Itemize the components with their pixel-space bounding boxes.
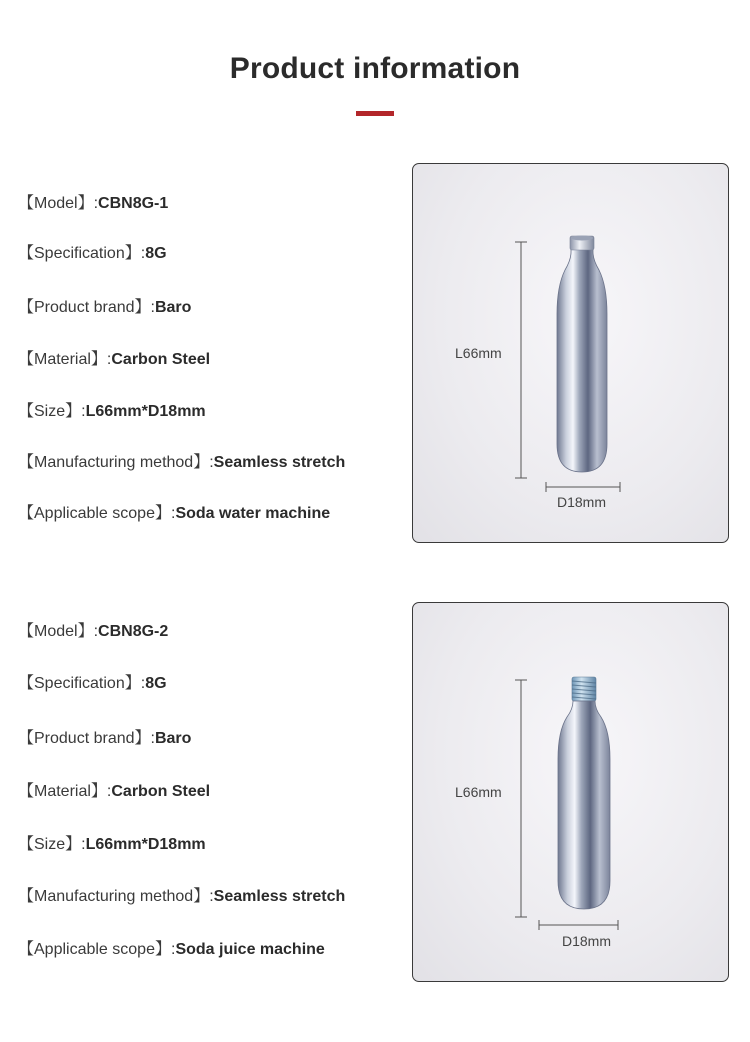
spec-brand [18,298,191,318]
spec-value: Carbon Steel [111,351,211,368]
spec-label: 【Model】 [18,195,94,212]
length-label: L66mm [455,345,502,361]
length-label: L66mm [455,784,502,800]
diameter-label: D18mm [557,494,607,510]
spec-value: 8G [145,675,167,692]
spec-value: L66mm*D18mm [85,403,206,420]
spec-material [18,350,210,370]
spec-value: CBN8G-1 [98,195,169,212]
spec-label: 【Product brand】 [18,299,151,316]
spec-value: Soda juice machine [175,941,325,958]
spec-label: 【Manufacturing method】 [18,888,210,905]
spec-sep: : [209,888,214,905]
spec-label: 【Specification】 [18,675,141,692]
spec-sep: : [106,351,112,368]
spec-sep: : [81,836,86,853]
spec-value: Seamless stretch [213,454,346,471]
spec-sep: : [209,454,214,471]
spec-size [18,402,206,422]
spec-manufacturing-method [18,887,345,907]
spec-material [18,782,210,802]
spec-sep: : [170,505,176,522]
spec-sep: : [93,195,99,212]
spec-label: 【Product brand】 [18,730,151,747]
spec-label: 【Size】 [18,403,82,420]
spec-sep: : [93,623,99,640]
spec-applicable-scope [18,504,330,524]
spec-value: Seamless stretch [213,888,346,905]
spec-value: Baro [154,730,192,747]
spec-sep: : [150,730,155,747]
spec-specification [18,244,167,264]
product-2-photo [412,602,729,982]
spec-specification [18,674,167,694]
spec-sep: : [140,245,146,262]
spec-value: 8G [145,245,167,262]
spec-value: Carbon Steel [111,783,211,800]
spec-label: 【Size】 [18,836,82,853]
spec-label: 【Manufacturing method】 [18,454,210,471]
spec-applicable-scope [18,940,325,960]
spec-sep: : [81,403,86,420]
title-underline [356,111,394,116]
spec-size [18,835,206,855]
spec-value: CBN8G-2 [98,623,169,640]
spec-value: Soda water machine [175,505,331,522]
spec-model [18,622,168,642]
spec-sep: : [150,299,155,316]
spec-label: 【Applicable scope】 [18,505,171,522]
spec-manufacturing-method [18,453,345,473]
spec-value: L66mm*D18mm [85,836,206,853]
spec-brand [18,729,191,749]
diameter-label: D18mm [562,933,612,949]
spec-label: 【Material】 [18,351,107,368]
spec-label: 【Material】 [18,783,107,800]
spec-label: 【Model】 [18,623,94,640]
spec-model [18,194,168,214]
spec-sep: : [170,941,176,958]
page-title: Product information [229,52,521,85]
spec-label: 【Applicable scope】 [18,941,171,958]
spec-sep: : [106,783,112,800]
spec-sep: : [140,675,146,692]
spec-label: 【Specification】 [18,245,141,262]
product-1-photo [412,163,729,543]
spec-value: Baro [154,299,192,316]
